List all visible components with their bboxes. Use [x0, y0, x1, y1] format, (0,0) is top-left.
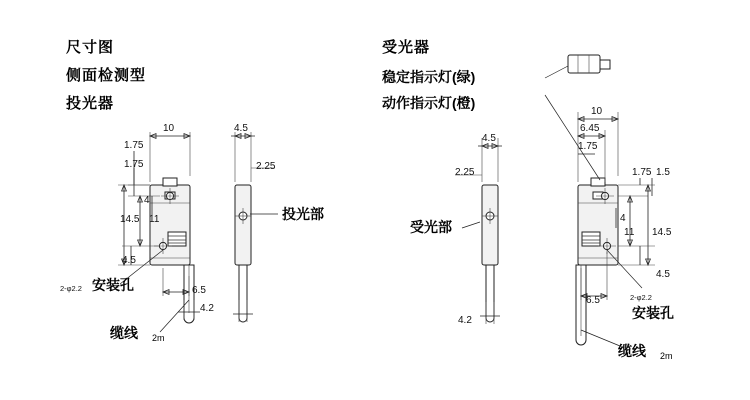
stable-indicator-label: 稳定指示灯(绿) [382, 69, 476, 85]
right-dim-1-75-inner: 1.75 [578, 141, 598, 152]
right-cable-label: 缆线 [618, 343, 646, 359]
left-mount-hole-label: 安装孔 [92, 277, 134, 293]
right-dim-top-width: 10 [591, 106, 603, 117]
left-dim-height-inner: 11 [149, 214, 160, 225]
figure-title-line-2: 侧面检测型 [66, 67, 147, 84]
right-dim-1-5: 1.5 [656, 167, 670, 178]
left-dim-top-width: 10 [163, 123, 175, 134]
left-dim-1-75-a: 1.75 [124, 140, 144, 151]
figure-title-line-3: 投光器 [66, 95, 115, 112]
right-dim-2-25: 2.25 [455, 167, 475, 178]
left-dim-height-total: 14.5 [120, 214, 140, 225]
left-mount-hole-spec: 2-φ2.2 [60, 284, 82, 293]
left-dim-2-25: 2.25 [256, 161, 276, 172]
right-dim-pin-pitch: 6.5 [586, 295, 600, 306]
right-dim-1-75-right: 1.75 [632, 167, 652, 178]
left-dim-top-right: 4.5 [234, 123, 248, 134]
left-dim-1-75-b: 1.75 [124, 159, 144, 170]
right-dim-height-inner: 11 [624, 227, 635, 238]
left-dim-cable-dia: 4.2 [200, 303, 214, 314]
receiver-part-label: 受光部 [410, 219, 452, 235]
left-cable-length: 2m [152, 333, 165, 343]
right-dim-4-5-left: 4.5 [482, 133, 496, 144]
action-indicator-label: 动作指示灯(橙) [382, 95, 476, 111]
right-dim-height-total: 14.5 [652, 227, 672, 238]
left-dim-bottom-left: 4.5 [122, 255, 136, 266]
right-mount-hole-label: 安装孔 [632, 305, 674, 321]
right-cable-length: 2m [660, 351, 673, 361]
right-mount-hole-spec: 2-φ2.2 [630, 293, 652, 302]
left-dim-pin-pitch: 6.5 [192, 285, 206, 296]
right-dim-bottom-right: 4.5 [656, 269, 670, 280]
figure-title-line-1: 尺寸图 [66, 39, 115, 56]
right-dim-cable-dia: 4.2 [458, 315, 472, 326]
right-dim-notch: 4 [620, 213, 626, 224]
receiver-title: 受光器 [382, 39, 431, 56]
left-cable-label: 缆线 [110, 325, 138, 341]
right-dim-6-45: 6.45 [580, 123, 600, 134]
left-dim-notch: 4 [144, 195, 150, 206]
emitter-part-label: 投光部 [282, 206, 324, 222]
